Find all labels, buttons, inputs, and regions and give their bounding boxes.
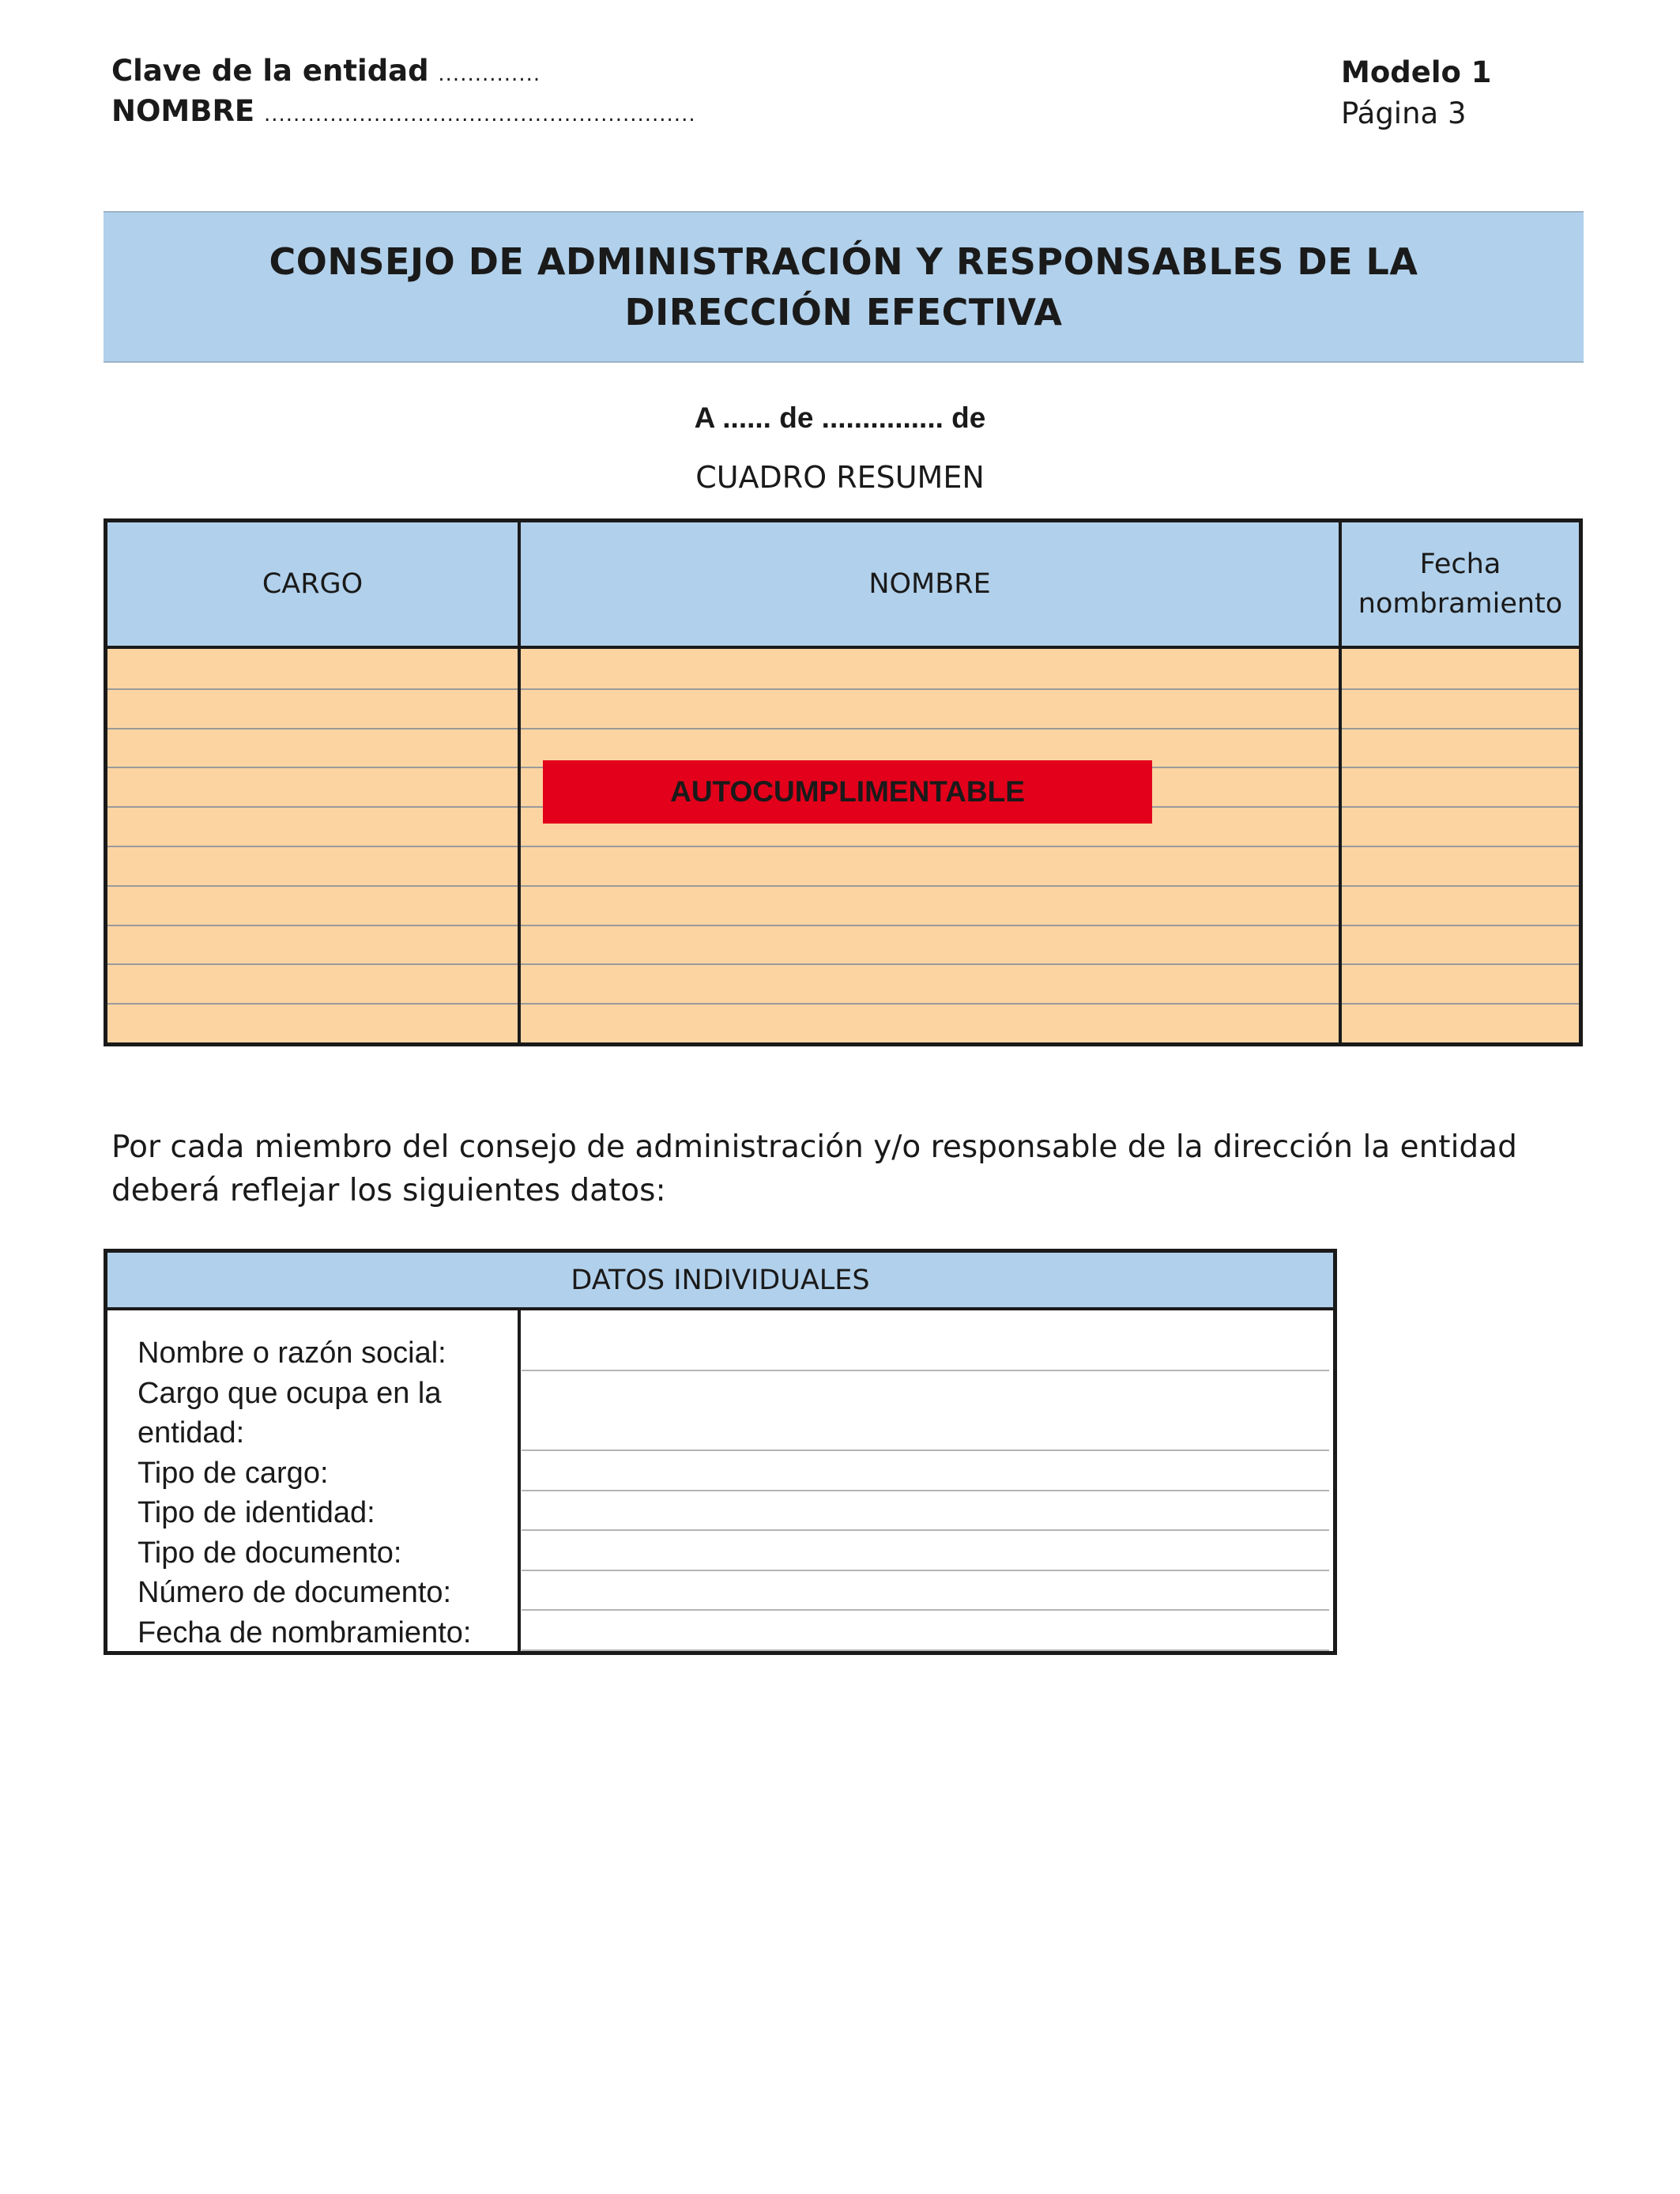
cuadro-resumen-heading: CUADRO RESUMEN (695, 460, 985, 495)
summary-table-row-line (107, 688, 1579, 690)
summary-table-row-line (107, 885, 1579, 887)
field-tipo-cargo[interactable] (522, 1490, 1329, 1491)
header-fecha-nombramiento: Fecha nombramiento (1358, 548, 1563, 620)
field-cargo[interactable] (522, 1449, 1329, 1451)
clave-dots: .............. (438, 62, 541, 86)
datos-individuales-table (104, 1249, 1337, 1655)
field-tipo-documento[interactable] (522, 1570, 1329, 1571)
clave-line (111, 51, 541, 95)
label-nombre-razon-social: Nombre o razón social: (137, 1336, 446, 1370)
column-divider (518, 522, 521, 1042)
summary-table-row-line (107, 925, 1579, 926)
header-cargo: CARGO (262, 568, 363, 600)
summary-table-row-line (107, 728, 1579, 729)
clave-label: Clave de la entidad (111, 54, 429, 88)
summary-table-header (107, 522, 1579, 649)
column-divider (1339, 522, 1342, 1042)
label-cargo-line2: entidad: (137, 1416, 245, 1449)
datos-individuales-header: DATOS INDIVIDUALES (107, 1253, 1333, 1310)
nombre-line (111, 91, 696, 135)
datos-labels (137, 1333, 471, 1653)
nombre-dots: ........................................................... (263, 103, 696, 126)
field-fecha-nombramiento[interactable] (522, 1649, 1329, 1651)
summary-table-row-line (107, 846, 1579, 847)
field-nombre-razon-social[interactable] (522, 1370, 1329, 1371)
label-tipo-cargo: Tipo de cargo: (137, 1456, 329, 1490)
column-divider (518, 1310, 521, 1651)
label-tipo-documento: Tipo de documento: (137, 1536, 402, 1570)
summary-table-row-line (107, 1003, 1579, 1005)
title-banner (104, 211, 1584, 363)
label-numero-documento: Número de documento: (137, 1576, 452, 1609)
header-nombre: NOMBRE (868, 568, 991, 600)
autocumplimentable-stamp: AUTOCUMPLIMENTABLE (543, 760, 1152, 824)
modelo-label: Modelo 1 (1341, 55, 1492, 89)
summary-table-row-line (107, 963, 1579, 965)
pagina-label: Página 3 (1341, 96, 1467, 130)
date-line: A ...... de ............... de (694, 401, 986, 434)
field-tipo-identidad[interactable] (522, 1529, 1329, 1531)
label-fecha-nombramiento: Fecha de nombramiento: (137, 1615, 472, 1649)
instructions-paragraph: Por cada miembro del consejo de administración y/o responsable de la dirección la entidad deberá reflejar los siguientes datos: (111, 1129, 1517, 1208)
field-numero-documento[interactable] (522, 1609, 1329, 1611)
page-title: CONSEJO DE ADMINISTRACIÓN Y RESPONSABLES DE LA DIRECCIÓN EFECTIVA (269, 240, 1418, 334)
label-cargo-line1: Cargo que ocupa en la (137, 1376, 442, 1410)
nombre-label: NOMBRE (111, 94, 255, 128)
label-tipo-identidad: Tipo de identidad: (137, 1496, 375, 1529)
